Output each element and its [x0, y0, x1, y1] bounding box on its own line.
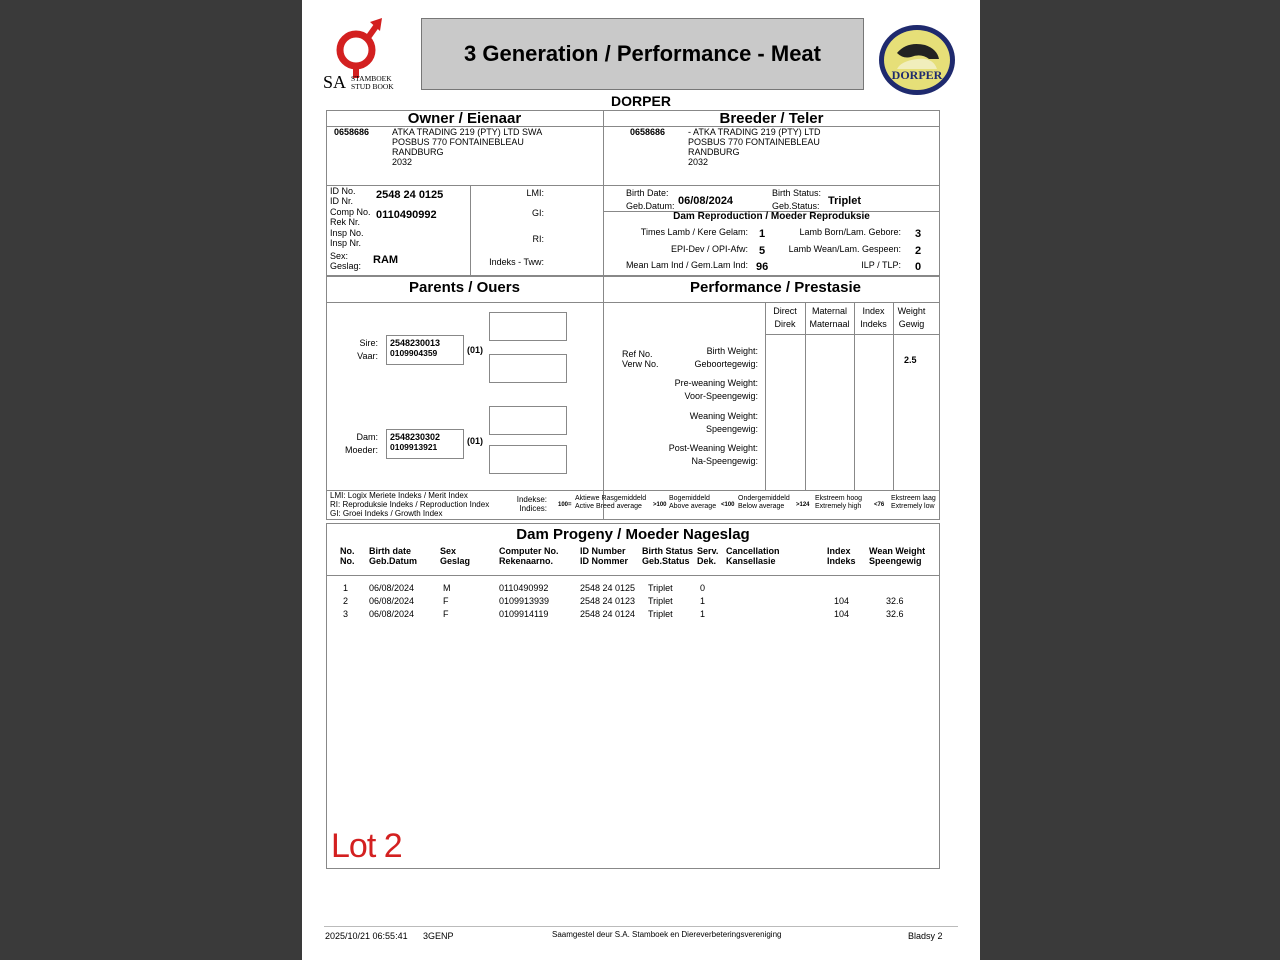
mean-lam-ind-label: Mean Lam Ind / Gem.Lam Ind:: [625, 260, 748, 270]
sire-id: 2548230013: [390, 338, 441, 348]
birth-date-value: 06/08/2024: [678, 195, 734, 207]
dam-sire-box: [489, 406, 567, 435]
times-lamb-label: Times Lamb / Kere Gelam:: [640, 227, 748, 237]
logo-studbook-text: STAMBOEK STUD BOOK: [351, 74, 394, 91]
dam-reproduction-heading: Dam Reproduction / Moeder Reproduksie: [673, 211, 870, 222]
sex-label: Sex: Geslag:: [330, 251, 362, 271]
sire-reg: 0109904359: [390, 348, 438, 358]
owner-code: 0658686: [334, 127, 370, 137]
index-col-header: Index Indeks: [860, 306, 887, 329]
epi-dev-value: 5: [759, 245, 766, 257]
breeder-address: - ATKA TRADING 219 (PTY) LTD POSBUS 770 FONTAINEBLEAU RANDBURG 2032: [688, 127, 821, 167]
dam-code: (01): [467, 436, 484, 446]
mean-lam-ind-value: 96: [756, 261, 769, 273]
pre-weaning-weight-label: Pre-weaning Weight: Voor-Speengewig:: [674, 378, 758, 401]
svg-text:DORPER: DORPER: [891, 68, 943, 82]
performance-heading: Performance / Prestasie: [690, 279, 861, 296]
dam-id-box: [386, 429, 464, 459]
ri-label: RI:: [532, 234, 544, 244]
maternal-col-header: Maternal Maternaal: [809, 306, 850, 329]
birth-status-label: Birth Status: Geb.Status:: [772, 188, 822, 211]
ref-no-label: Ref No. Verw No.: [622, 349, 659, 369]
sire-sire-box: [489, 312, 567, 341]
post-weaning-weight-label: Post-Weaning Weight: Na-Speengewig:: [668, 443, 758, 466]
sire-dam-box: [489, 354, 567, 383]
dam-label: Dam: Moeder:: [344, 432, 378, 455]
owner-address: ATKA TRADING 219 (PTY) LTD SWA POSBUS 770 FONTAINEBLEAU RANDBURG 2032: [392, 127, 543, 167]
insp-no-label: Insp No. Insp Nr.: [330, 228, 364, 248]
dam-id: 2548230302: [390, 432, 441, 442]
legend-indekse-label: Indekse: Indices:: [516, 495, 547, 513]
lamb-wean-label: Lamb Wean/Lam. Gespeen:: [788, 244, 901, 254]
times-lamb-value: 1: [759, 228, 766, 240]
birth-date-label: Birth Date: Geb.Datum:: [626, 188, 675, 211]
comp-no-label: Comp No. Rek Nr.: [330, 207, 371, 227]
footer-compiled-by: Saamgestel deur S.A. Stamboek en Diereverbeteringsvereniging: [552, 930, 782, 939]
ilp-value: 0: [915, 261, 922, 273]
weaning-weight-label: Weaning Weight: Speengewig:: [689, 411, 758, 434]
ilp-label: ILP / TLP:: [861, 260, 901, 270]
epi-dev-label: EPI-Dev / OPI-Afw:: [670, 244, 748, 254]
id-no-value: 2548 24 0125: [376, 189, 444, 201]
sex-value: RAM: [373, 254, 399, 266]
dam-reg: 0109913921: [390, 442, 438, 452]
weight-col-header: Weight Gewig: [897, 306, 926, 329]
gi-label: GI:: [531, 208, 544, 218]
owner-heading: Owner / Eienaar: [407, 110, 522, 127]
breeder-code: 0658686: [630, 127, 666, 137]
direct-col-header: Direct Direk: [773, 306, 797, 329]
footer-timestamp: 2025/10/21 06:55:41: [325, 931, 408, 941]
sire-code: (01): [467, 345, 484, 355]
lamb-born-label: Lamb Born/Lam. Gebore:: [799, 227, 901, 237]
birth-weight-value: 2.5: [904, 355, 917, 365]
legend-index-definitions: LMI: Logix Meriete Indeks / Merit Index RI: Reproduksie Indeks / Reproduction Index GI: Groei Indeks / Growth Index: [330, 491, 490, 518]
footer-report-code: 3GENP: [423, 931, 454, 941]
lamb-wean-value: 2: [915, 245, 922, 257]
indeks-tww-label: Indeks - Tww:: [489, 257, 544, 267]
dorper-logo-icon: [877, 23, 957, 97]
birth-status-value: Triplet: [828, 195, 862, 207]
birth-weight-label: Birth Weight: Geboortegewig:: [694, 346, 758, 369]
lot-label: Lot 2: [331, 827, 402, 865]
document-page: SA STAMBOEK STUD BOOK 3 Generation / Performance - Meat DORPER DORPER Owner / Eienaar Breeder / Teler 0658686 ATKA TRADING 219 (PTY) LTD SWA POSBUS 770 FONTAINEBLEAU RANDBURG 2032 0658686 - ATKA TRADING 219 (PTY) LTD POSBUS 770 FONTAINEBLEAU RANDBURG 2032 ID No. ID Nr. 2548 24 0125 Comp No. Rek Nr. 0110490992 Insp No. Insp Nr. Sex: Geslag: RAM LMI: GI: RI: Indeks - Tww: Birth Date: Geb.Datum: 06/08/2024 Birth Status: Geb.Status: Triplet Dam Reproduction / Moeder Reproduksie Times Lamb / Kere Gelam: 1 EPI-Dev / OPI-Afw: 5 Mean Lam Ind / Gem.Lam Ind: 96 Lamb Born/Lam. Gebore: 3 Lamb Wean/Lam. Gespeen: 2 ILP / TLP: 0 Parents / Ouers Performance / Prestasie Sire: Vaar: 2548230013 0109904359 (01) Dam: Moeder: 2548230302 0109913921 (01) Direct Direk Maternal Maternaal Index Indeks Weight Gewig Ref No. Verw No. Birth Weight: Geboortegewig: Pre-weaning Weight: Voor-Speengewig: Weaning Weight: Speengewig: Post-Weaning Weight: Na-Speengewig: 2.5 LMI: Logix Meriete Indeks / Merit Index RI: Reproduksie Indeks / Reproduction Index GI: Groei Indeks / Growth Index Indekse: Indices: 100= Aktiewe Rasgemiddeld Active Breed average >100 Bogemiddeld Above average <100 Ondergemiddeld Below average >124 Ekstreem hoog Extremely high <76 Ekstreem laag Extremely low Dam Progeny / Moeder Nageslag No. No. Birth date Geb.Datum Sex Geslag Computer No. Rekenaarno. ID Number ID Nommer Birth Status Geb.Status Serv. Dek. Cancellation Kansellasie Index Indeks Wean Weight Speengewig 1 06/08/2024 M 0110490992 2548 24 0125 Triplet 0 2 06/08/2024 F 0109913939 2548 24 0123 Triplet 1 104 32.6 3 06/08/2024 F 0109914119 2548 24 0124 Triplet 1 104 32.6 Lot 2 2025/10/21 06:55:41 3GENP Saamgestel deur S.A. Stamboek en Diereverbeteringsvereniging Bladsy 2: [302, 0, 980, 960]
lmi-label: LMI:: [526, 188, 544, 198]
logo-sa-text: SA: [323, 72, 347, 92]
breeder-heading: Breeder / Teler: [719, 110, 824, 127]
comp-no-value: 0110490992: [376, 209, 437, 221]
footer-page-number: Bladsy 2: [908, 931, 943, 941]
sire-id-box: [386, 335, 464, 365]
dam-dam-box: [489, 445, 567, 474]
lamb-born-value: 3: [915, 228, 922, 240]
sire-label: Sire: Vaar:: [357, 338, 378, 361]
breed-label: DORPER: [611, 93, 671, 109]
dam-progeny-heading: Dam Progeny / Moeder Nageslag: [516, 526, 750, 543]
parents-heading: Parents / Ouers: [409, 279, 520, 296]
page-title: 3 Generation / Performance - Meat: [421, 18, 864, 90]
id-no-label: ID No. ID Nr.: [330, 186, 356, 206]
